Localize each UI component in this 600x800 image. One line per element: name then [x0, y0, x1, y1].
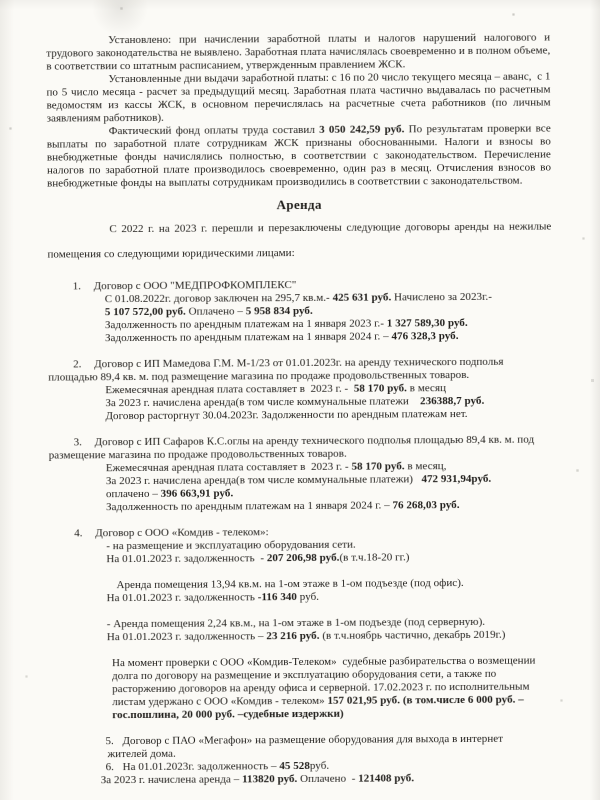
text-run: Договор с ИП Мамедова Г.М. М-1/23 от 01.01.2023г. на аренду технического подполья [94, 355, 504, 371]
list-number: 3. [73, 436, 83, 449]
text-run: По результатам проверки все выплаты по заработной плате сотрудникам ЖСК признаны обоснованными. Налоги и взносы во внебюджетные фонды начислялись полностью, в соответствии с законодательством. Перечисление налогов по заработной плате производилось своевременно, один раз в месяц. Отчисления взносов во внебюджетные фонды на выплаты сотрудникам производились в соответствии с законодательством. [46, 122, 552, 190]
bold-text-run: 76 268,03 руб. [392, 499, 460, 512]
bold-text-run: 425 631 руб. [332, 291, 392, 304]
text-run: Договор с ИП Сафаров К.С.оглы на аренду технического подполья площадью 89,4 кв. м. под [94, 433, 535, 449]
text-run: Договор с ПАО «Мегафон» на размещение оборудования для выхода в интернет [122, 732, 504, 748]
text-run: Ежемесячная арендная плата составляет в 2023 г. - [105, 382, 354, 397]
list-number: 5. [105, 735, 114, 748]
bold-text-run: 45 528 [279, 759, 310, 773]
bold-text-run: 236388,7 руб. [420, 394, 485, 408]
text-run: Ежемесячная арендная плата составляет в 2023 г. - [105, 460, 352, 475]
text-run: На 01.01.2023г. задолженность – [122, 760, 280, 774]
text-run: За 2023 г. начислена аренда(в том числе коммунальные платежи [105, 395, 421, 410]
text-run: размещение магазина по продаже продовольственных товаров. [48, 447, 347, 462]
list-item [105, 732, 554, 748]
bold-text-run: 5 107 572,00 руб. [104, 305, 186, 319]
text-run: Аренда помещения 13,94 кв.м. на 1-ом этаже в 1-ом подъезде (под офис). [116, 577, 464, 592]
text-run: Договор с ООО "МЕДПРОФКОМПЛЕКС" [93, 279, 297, 293]
list-number: 6. [105, 761, 115, 774]
bold-text-run: 157 021,95 руб. (в том.числе 6 000 руб. –гос.пошлина, 20 000 руб. –судебные издержки) [112, 693, 524, 722]
text-run: оплачено – [105, 487, 161, 501]
text-run: За 2023 г. начислена аренда – [100, 773, 243, 787]
paragraph [106, 472, 553, 488]
paragraph [101, 771, 555, 787]
text-run: Фактический фонд оплаты труда составил [108, 123, 320, 138]
list-number: 4. [74, 527, 83, 540]
text-run: На 01.01.2023 г. задолженность – [106, 630, 267, 644]
paragraph [112, 654, 554, 722]
text-run: На момент проверки с ООО «Комдив-Телеком» судебные разбирательства о возмещении долга по договору на размещение и эксплуатацию оборудования сети, а также по расторжению договоров на аренду офиса и серверной. 17.02.2023 г. по исполнительным листам удержано с ООО «Комдив - телеком» [111, 654, 536, 709]
document-body [46, 31, 555, 787]
bold-text-run: 5 958 834 руб. [245, 304, 313, 318]
text-run: руб. [296, 590, 320, 604]
bold-text-run: 396 663,91 руб. [160, 487, 234, 500]
bold-text-run: 1 327 589,30 руб. [386, 316, 468, 330]
text-run: - на размещение и эксплуатацию оборудования сети. [106, 538, 356, 553]
text-run: (в т.ч.18-20 гг.) [339, 551, 410, 564]
section-heading [47, 195, 551, 213]
text-run: Задолженность по арендным платежам на 1 января 2023 г.- [104, 317, 387, 332]
text-run: Договор расторгнут 30.04.2023г. Задолженности по арендным платежам нет. [105, 407, 468, 423]
bold-text-run: 3 050 242,59 руб. [319, 123, 405, 136]
bold-text-run: 207 206,98 руб. [266, 551, 340, 565]
list-number: 1. [72, 280, 82, 293]
bold-text-run: 58 170 руб. [351, 460, 405, 473]
text-run: Задолженность по арендным платежам на 1 января 2024 г. – [104, 330, 392, 345]
text-run: руб. [309, 759, 330, 772]
paragraph [107, 628, 554, 644]
bold-text-run: 121408 руб. [358, 772, 415, 785]
bold-text-run: 472 931,94руб. [421, 472, 492, 486]
text-run: (в т.ч.ноябрь частично, декабрь 2019г.) [319, 628, 506, 642]
paragraph [46, 31, 550, 73]
text-run: - Аренда помещения 2,24 кв.м., на 1-ом этаже в 1-ом подъезде (под серверную). [106, 615, 486, 631]
text-run: Задолженность по арендным платежам на 1 января 2024 г. – [106, 499, 393, 514]
text-run: Оплачено – [185, 305, 246, 318]
text-run: в месяц, [404, 460, 447, 473]
bold-text-run: 23 216 руб. [266, 629, 320, 643]
text-run: в месяц [406, 382, 447, 395]
text-run: Оплачено - [297, 772, 359, 786]
paragraph [47, 122, 551, 190]
paragraph [47, 214, 551, 267]
text-run: На 01.01.2023 г. задолженность [106, 591, 258, 605]
scan-noise-specks [0, 0, 1, 1]
text-run: Установлено: при начислении заработной платы и налогов нарушений налогового и трудового законодательства не выявлено. Заработная плата начислялась своевременно и в полном объеме, в соответствии со штатным расписанием, утвержденным правлением ЖСК. [46, 31, 551, 73]
text-run: С 01.08.2022г. договор заключен на 295,7 кв.м.- [104, 291, 333, 306]
bold-text-run: 113820 руб. [242, 773, 298, 786]
text-run: За 2023 г. начислена аренда(в том числе коммунальные платежи) [105, 473, 422, 488]
text-run: Установленные дни выдачи заработной платы: с 16 по 20 число текущего месяца – аванс, с 1 по 5 число месяца - расчет за предыдущий месяц. Заработная плата частично выдавалась по расчетным ведомостям из кассы ЖСК, в основном перечислялась на расчетные счета работников (по личным заявлениям работников). [46, 70, 551, 125]
list-number: 2. [73, 358, 82, 371]
paragraph [105, 290, 552, 306]
text-run: На 01.01.2023 г. задолженность - [106, 552, 267, 566]
text-run: С 2022 г. на 2023 г. перешли и перезаключены следующие договоры аренды на нежилые помещения со следующими юридическими лицами: [47, 220, 552, 261]
text-run: площадью 89,4 кв. м. под размещение магазина по продаже продовольственных товаров. [48, 368, 470, 384]
bold-text-run: -116 340 [257, 591, 298, 604]
text-run: Начислено за 2023г.- [391, 290, 492, 304]
text-run: Аренда [276, 196, 322, 213]
bold-text-run: 58 170 руб. [353, 382, 407, 395]
text-run: жителей дома. [107, 747, 176, 761]
paragraph [46, 70, 550, 125]
text-run: Договор с ООО «Комдив - телеком»: [95, 526, 269, 540]
bold-text-run: 476 328,3 руб. [391, 330, 459, 343]
